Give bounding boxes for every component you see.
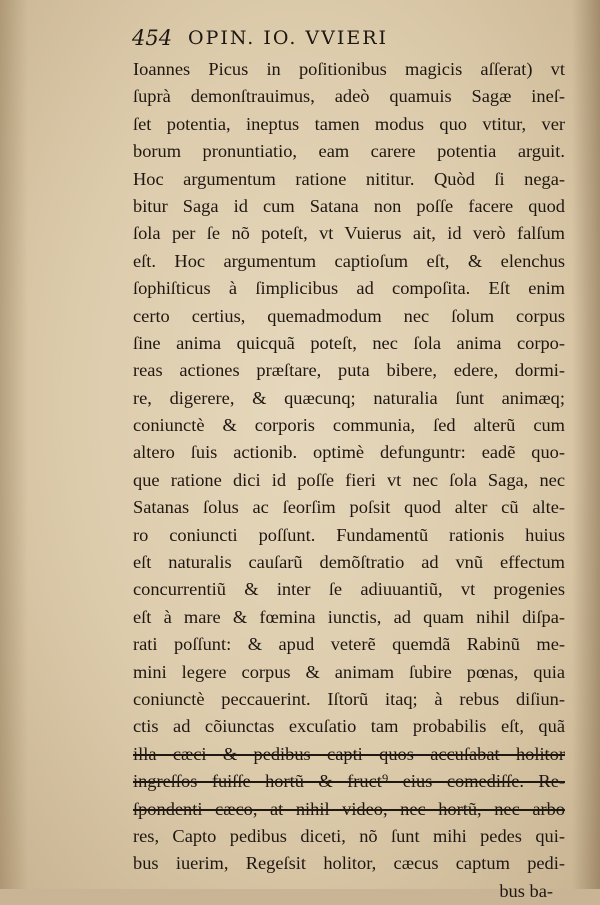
text-line: ſine anima quicquã poteſt, nec ſola anima corpo-	[133, 332, 565, 353]
text-line: rati poſſunt: & apud veterẽ quemdã Rabinũ me-	[133, 634, 565, 655]
page-edge-shadow	[572, 0, 600, 889]
struck-text-line: illa cæci & pedibus capti quos accuſabat holitor	[133, 743, 565, 764]
text-line: borum pronuntiatio, eam carere potentia arguit.	[133, 141, 565, 162]
text-line: ſet potentia, ineptus tamen modus quo vtitur, ver	[133, 113, 565, 134]
text-line: bitur Saga id cum Satana non poſſe facere quod	[133, 195, 565, 216]
text-line: reas actiones præſtare, puta bibere, edere, dormi-	[133, 360, 565, 381]
text-line: Ioannes Picus in poſitionibus magicis aſſerat) vt	[133, 59, 565, 79]
catchword: bus ba-	[499, 880, 553, 901]
text-line: re, digerere, & quæcunq; naturalia ſunt animæq;	[133, 387, 565, 408]
text-line: concurrentiũ & inter ſe adiuuantiũ, vt progenies	[133, 579, 565, 600]
text-line: coniunctè peccauerint. Iſtorũ itaq; à rebus diſiun-	[133, 688, 565, 709]
text-line: res, Capto pedibus diceti, nõ ſunt mihi pedes qui-	[133, 825, 565, 846]
text-line: eſt à mare & fœmina iunctis, ad quam nihil diſpa-	[133, 606, 565, 627]
text-line: altero ſuis actionib. optimè defunguntr: eadẽ quo-	[133, 442, 565, 463]
text-line: mini legere corpus & animam ſubire pœnas, quia	[133, 661, 565, 682]
page-gutter-shadow	[0, 0, 28, 889]
running-head: OPIN. IO. VVIERI	[188, 27, 389, 49]
text-line: coniunctè & corporis communia, ſed alterũ cum	[133, 415, 565, 436]
text-line: eſt. Hoc argumentum captioſum eſt, & elenchus	[133, 250, 565, 271]
struck-text-line: ingreſſos fuiſſe hortũ & fruct⁹ eius comediſſe. Re-	[133, 771, 565, 792]
text-line: ro coniuncti poſſunt. Fundamentũ rationis huius	[133, 524, 565, 545]
text-line: ſophiſticus à ſimplicibus ad compoſita. Eſt enim	[133, 278, 565, 299]
body-text	[133, 56, 565, 905]
text-line: eſt naturalis cauſarũ demõſtratio ad vnũ effectum	[133, 552, 565, 573]
text-line: ſola per ſe nõ poteſt, vt Vuierus ait, id verò falſum	[133, 223, 565, 244]
text-line: Satanas ſolus ac ſeorſim poſsit quod alter cũ alte-	[133, 497, 565, 518]
text-line: ſuprà demonſtrauimus, adeò quamuis Sagæ ineſ-	[133, 86, 565, 107]
text-line: certo certius, quemadmodum nec ſolum corpus	[133, 305, 565, 326]
text-line: bus iuerim, Regeſsit holitor, cæcus captum pedi-	[133, 853, 565, 874]
text-line: ctis ad cõiunctas excuſatio tam probabilis eſt, quã	[133, 716, 565, 737]
struck-text-line: ſpondenti cæco, at nihil video, nec hortũ, nec arbo	[133, 798, 565, 819]
page-header	[132, 22, 552, 52]
text-line: que ratione dici id poſſe fieri vt nec ſola Saga, nec	[133, 469, 565, 490]
page-number: 454	[132, 26, 173, 50]
text-line: Hoc argumentum ratione nititur. Quòd ſi nega-	[133, 168, 565, 189]
